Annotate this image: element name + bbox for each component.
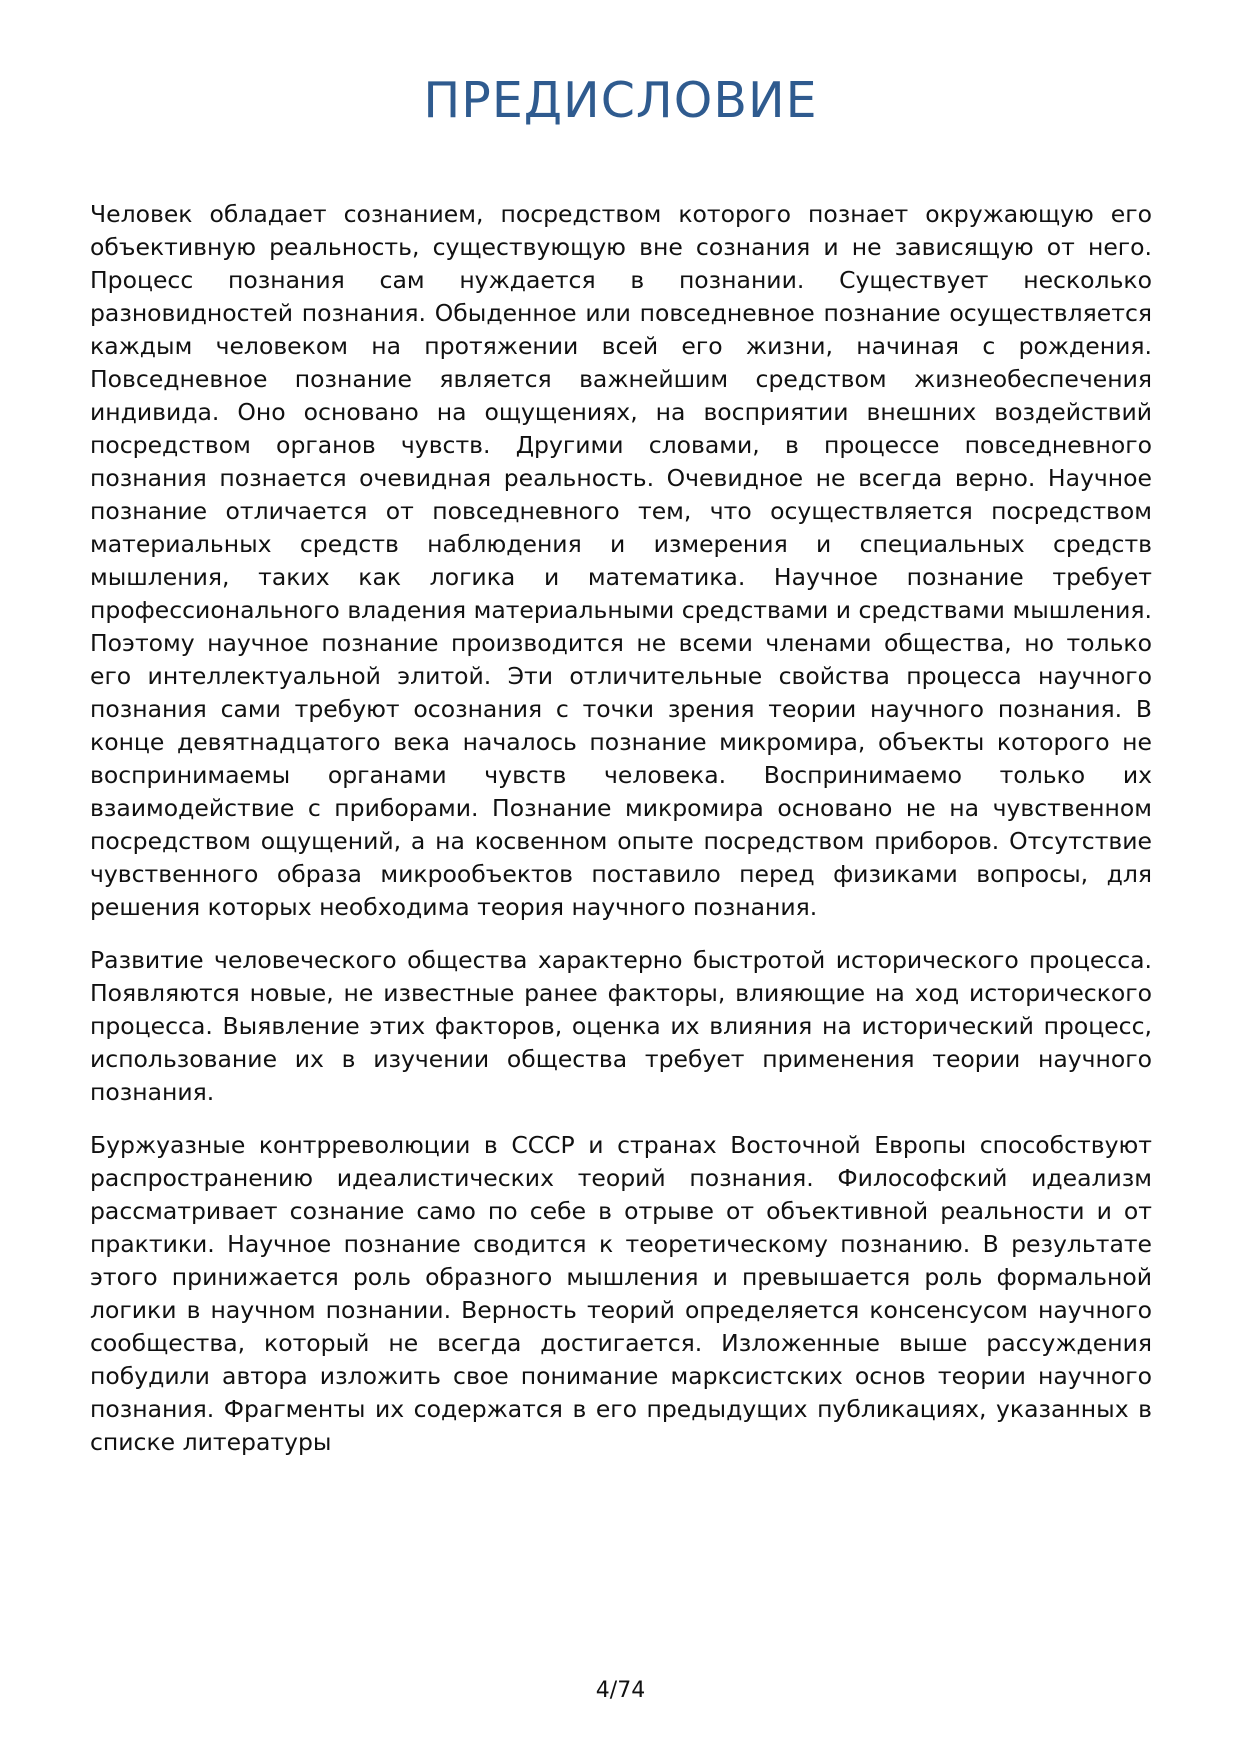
document-body — [90, 198, 1152, 1479]
paragraph-1: Человек обладает сознанием, посредством которого познает окружающую его объективную реальность, существующую вне сознания и не зависящую от него. Процесс познания сам нуждается в познании. Существует несколько разновидностей познания. Обыденное или повседневное познание осуществляется каждым человеком на протяжении всей его жизни, начиная с рождения. Повседневное познание является важнейшим средством жизнеобеспечения индивида. Оно основано на ощущениях, на восприятии внешних воздействий посредством органов чувств. Другими словами, в процессе повседневного познания познается очевидная реальность. Очевидное не всегда верно. Научное познание отличается от повседневного тем, что осуществляется посредством материальных средств наблюдения и измерения и специальных средств мышления, таких как логика и математика. Научное познание требует профессионального владения материальными средствами и средствами мышления. Поэтому научное познание производится не всеми членами общества, но только его интеллектуальной элитой. Эти отличительные свойства процесса научного познания сами требуют осознания с точки зрения теории научного познания. В конце девятнадцатого века началось познание микромира, объекты которого не воспринимаемы органами чувств человека. Воспринимаемо только их взаимодействие с приборами. Познание микромира основано не на чувственном посредством ощущений, а на косвенном опыте посредством приборов. Отсутствие чувственного образа микрообъектов поставило перед физиками вопросы, для решения которых необходима теория научного познания. — [90, 200, 1152, 921]
page-title: ПРЕДИСЛОВИЕ — [423, 72, 818, 129]
paragraph-2: Развитие человеческого общества характерно быстротой исторического процесса. Появляются новые, не известные ранее факторы, влияющие на ход исторического процесса. Выявление этих факторов, оценка их влияния на исторический процесс, использование их в изучении общества требует применения теории научного познания. — [90, 946, 1152, 1106]
page-number: 4/74 — [595, 1678, 646, 1703]
paragraph-3: Буржуазные контрреволюции в СССР и странах Восточной Европы способствуют распространению идеалистических теорий познания. Философский идеализм рассматривает сознание само по себе в отрыве от объективной реальности и от практики. Научное познание сводится к теоретическому познанию. В результате этого принижается роль образного мышления и превышается роль формальной логики в научном познании. Верность теорий определяется консенсусом научного сообщества, который не всегда достигается. Изложенные выше рассуждения побудили автора изложить свое понимание марксистских основ теории научного познания. Фрагменты их содержатся в его предыдущих публикациях, указанных в списке литературы — [90, 1131, 1152, 1456]
